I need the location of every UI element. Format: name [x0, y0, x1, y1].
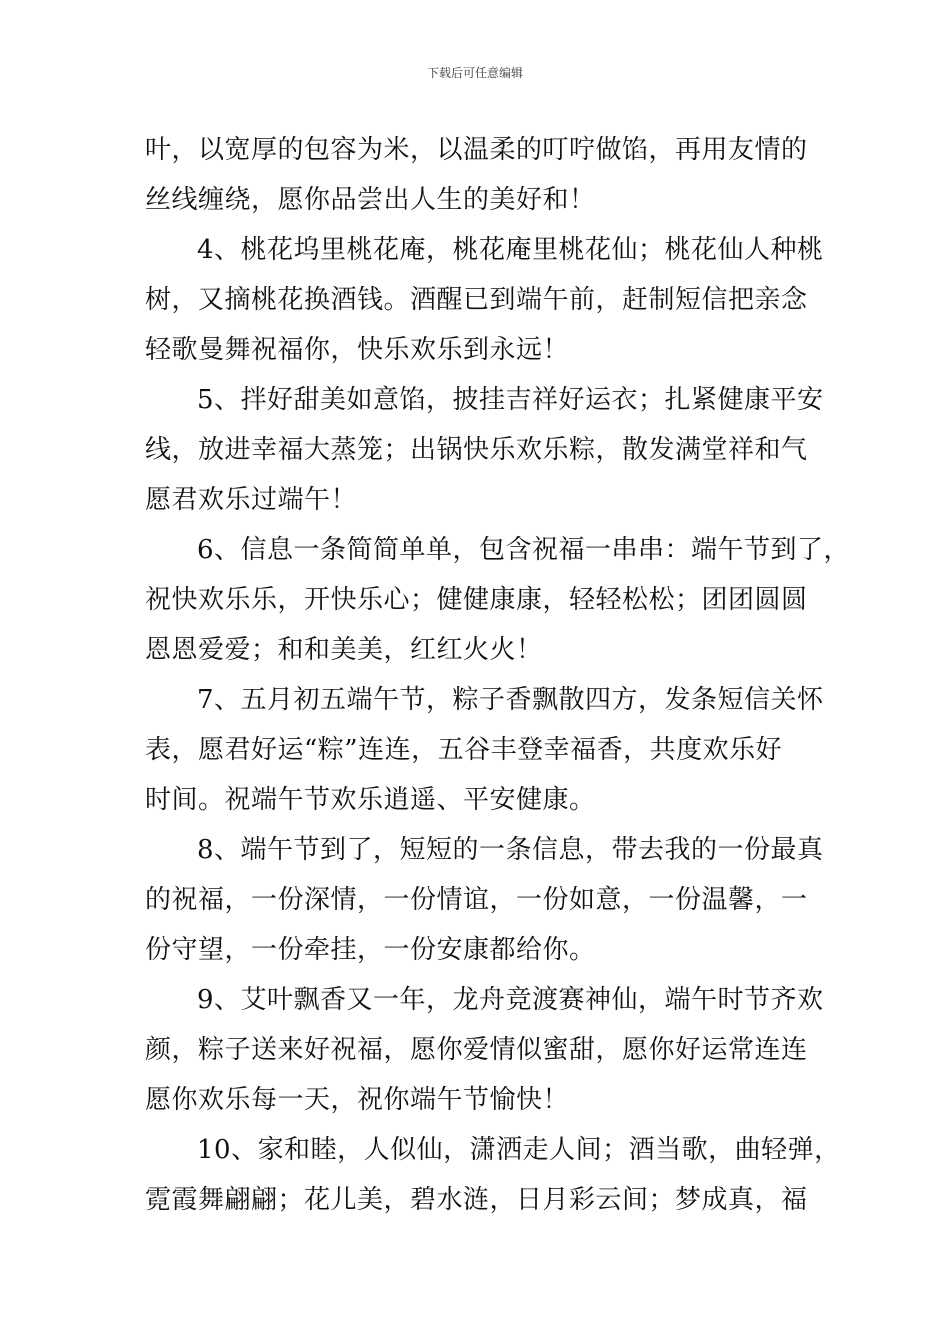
text-line: 份守望，一份牵挂，一份安康都给你。	[145, 935, 596, 965]
paragraph-start-line: 5、拌好甜美如意馅，披挂吉祥好运衣；扎紧健康平安	[197, 385, 824, 415]
text-line: 轻歌曼舞祝福你，快乐欢乐到永远！	[145, 335, 570, 365]
paragraph-start-line: 8、端午节到了，短短的一条信息，带去我的一份最真	[197, 835, 824, 865]
text-line: 丝线缠绕，愿你品尝出人生的美好和！	[145, 185, 596, 215]
text-line: 霓霞舞翩翩；花儿美，碧水涟，日月彩云间；梦成真，福	[145, 1185, 808, 1215]
page-header-note: 下载后可任意编辑	[426, 66, 523, 80]
paragraph-start-line: 9、艾叶飘香又一年，龙舟竞渡赛神仙，端午时节齐欢	[197, 985, 824, 1015]
text-line: 线，放进幸福大蒸笼；出锅快乐欢乐粽，散发满堂祥和气	[145, 435, 808, 465]
text-line: 叶，以宽厚的包容为米，以温柔的叮咛做馅，再用友情的	[145, 135, 808, 165]
paragraph-start-line: 6、信息一条简简单单，包含祝福一串串：端午节到了，	[197, 535, 851, 565]
text-line: 时间。祝端午节欢乐逍遥、平安健康。	[145, 785, 596, 815]
text-line: 祝快欢乐乐，开快乐心；健健康康，轻轻松松；团团圆圆	[145, 585, 808, 615]
text-line: 的祝福，一份深情，一份情谊，一份如意，一份温馨，一	[145, 885, 808, 915]
text-line: 颜，粽子送来好祝福，愿你爱情似蜜甜，愿你好运常连连	[145, 1035, 808, 1065]
text-line: 树，又摘桃花换酒钱。酒醒已到端午前，赶制短信把亲念	[145, 285, 808, 315]
text-line: 表，愿君好运“粽”连连，五谷丰登幸福香，共度欢乐好	[145, 735, 783, 765]
text-line: 愿你欢乐每一天，祝你端午节愉快！	[145, 1085, 570, 1115]
paragraph-start-line: 7、五月初五端午节，粽子香飘散四方，发条短信关怀	[197, 685, 824, 715]
text-line: 愿君欢乐过端午！	[145, 485, 358, 515]
paragraph-start-line: 4、桃花坞里桃花庵，桃花庵里桃花仙；桃花仙人种桃	[197, 235, 824, 265]
paragraph-start-line: 10、家和睦，人似仙，潇洒走人间；酒当歌，曲轻弹，	[197, 1135, 841, 1165]
text-line: 恩恩爱爱；和和美美，红红火火！	[145, 635, 543, 665]
document-body	[145, 128, 851, 1228]
